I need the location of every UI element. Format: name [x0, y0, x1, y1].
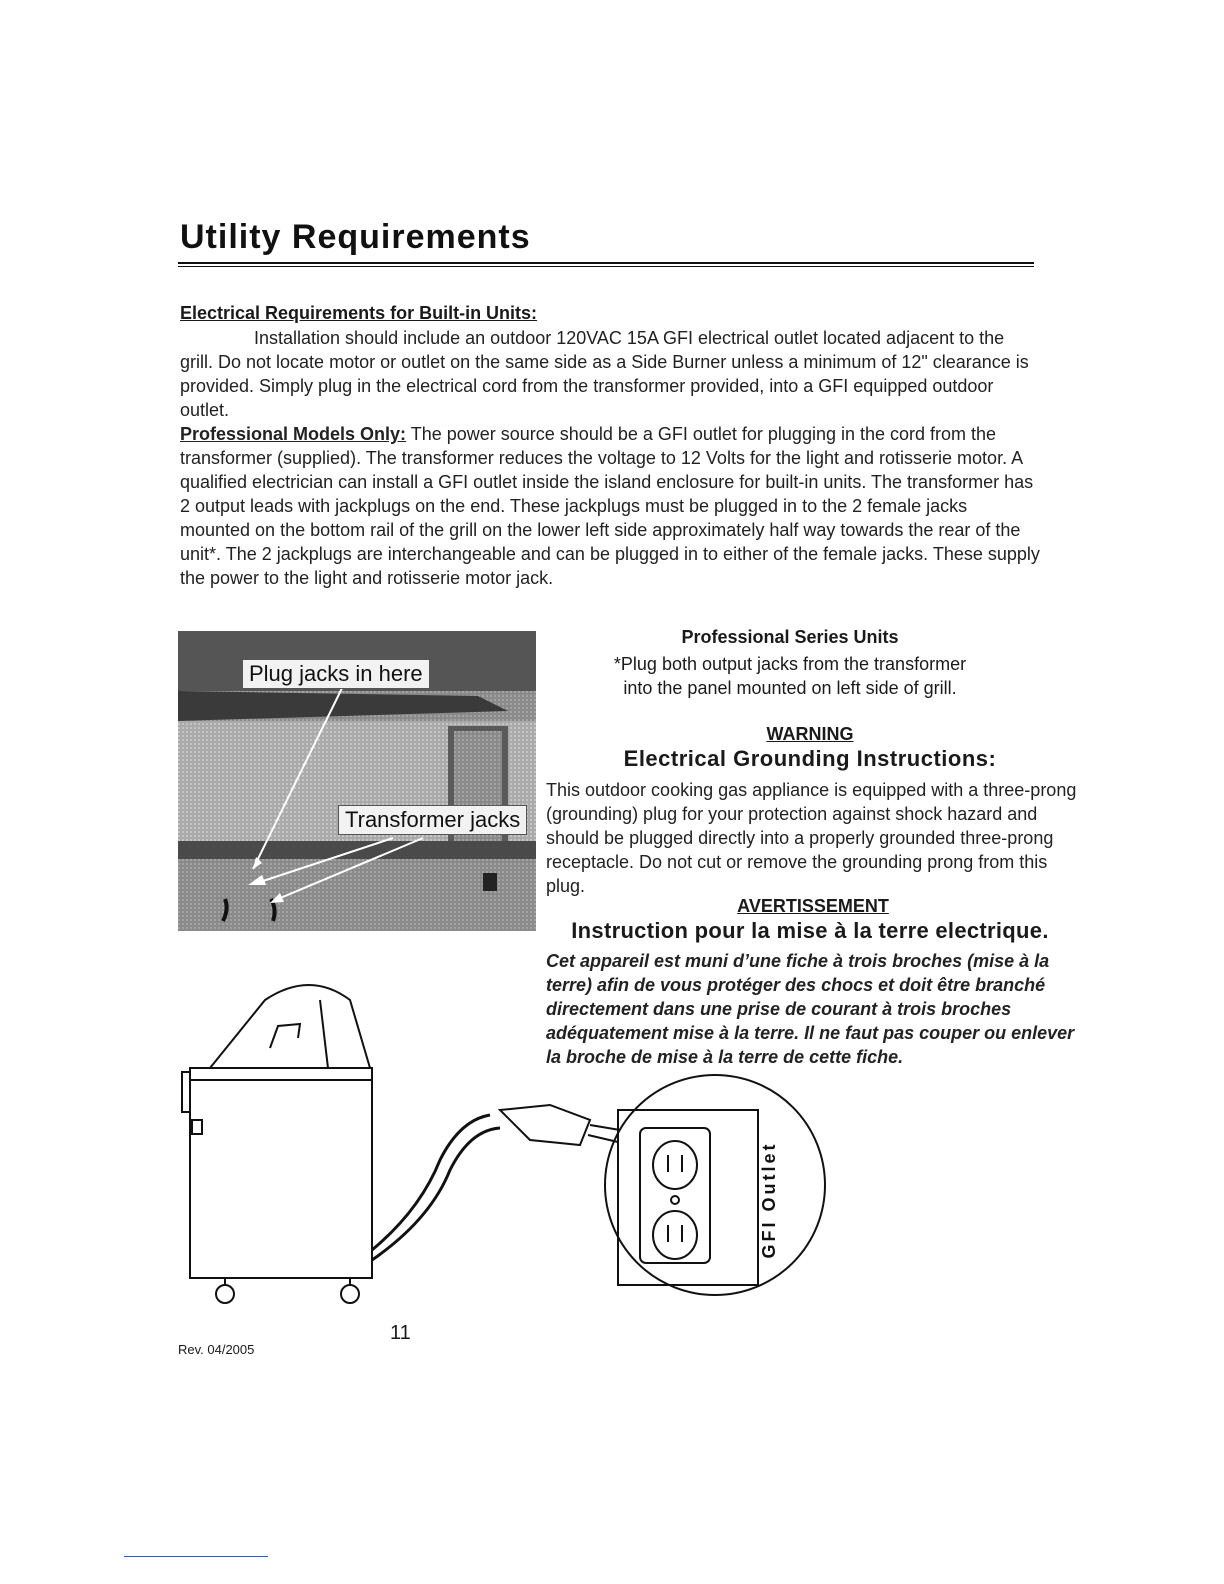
grill-outlet-illustration: [170, 960, 840, 1360]
warning-body: This outdoor cooking gas appliance is equipped with a three-prong (grounding) plug for your protection against shock hazard and should be plugged directly into a properly grounded three-prong receptacle. Do not cut or remove the grounding prong from this plug.: [546, 780, 1077, 896]
page-number: 11: [390, 1322, 411, 1344]
avertissement-body: Cet appareil est muni d’une fiche à trois broches (mise à la terre) afin de vous protéger des chocs et doit être branché directement dans une prise de courant à trois broches adéquatement mise à la terre. Il ne faut pas couper ou enlever la broche de mise à la terre de cette fiche.: [546, 951, 1075, 1067]
section-heading: Electrical Requirements for Built-in Units:: [180, 303, 538, 323]
warning-title: Electrical Grounding Instructions:: [623, 746, 997, 771]
pro-models-label: Professional Models Only:: [180, 424, 407, 444]
grill-outlet-graphic: [170, 960, 840, 1360]
outlet-label: GFI Outlet: [759, 1141, 779, 1259]
footer-line: [124, 1556, 268, 1557]
grill-photo: [178, 631, 536, 931]
pro-series-line-1: *Plug both output jacks from the transformer: [613, 654, 967, 674]
page-title: Utility Requirements: [180, 218, 531, 256]
avertissement-label: AVERTISSEMENT: [737, 896, 889, 916]
title-rule: [178, 262, 1034, 264]
electrical-paragraph-2: [180, 422, 1040, 590]
electrical-paragraph-1: Installation should include an outdoor 120VAC 15A GFI electrical outlet located adjacent to the grill. Do not locate motor or outlet on the same side as a Side Burner unless a minimum of 12" clearance is provided. Simply plug in the electrical cord from the transformer provided, into a GFI equipped outdoor outlet.: [180, 328, 1029, 420]
callout-transformer-jacks: Transformer jacks: [338, 805, 527, 835]
title-rule-thin: [178, 266, 1034, 267]
callout-plug-jacks: Plug jacks in here: [242, 659, 430, 689]
avertissement-title: Instruction pour la mise à la terre electrique.: [571, 918, 1049, 943]
pro-series-heading: Professional Series Units: [681, 627, 899, 647]
revision-date: Rev. 04/2005: [178, 1342, 255, 1357]
pro-models-text: The power source should be a GFI outlet for plugging in the cord from the transformer (supplied). The transformer reduces the voltage to 12 Volts for the light and rotisserie motor. A qualified electrician can install a GFI outlet inside the island enclosure for built-in units. The transformer has 2 output leads with jackplugs on the end. These jackplugs must be plugged in to the 2 female jacks mounted on the bottom rail of the grill on the lower left side approximately half way towards the rear of the unit*. The 2 jackplugs are interchangeable and can be plugged in to either of the female jacks. These supply the power to the light and rotisserie motor jack.: [180, 424, 1040, 588]
warning-label: WARNING: [766, 724, 854, 744]
pro-series-line-2: into the panel mounted on left side of grill.: [623, 678, 957, 698]
pro-series-note: [560, 652, 1020, 700]
